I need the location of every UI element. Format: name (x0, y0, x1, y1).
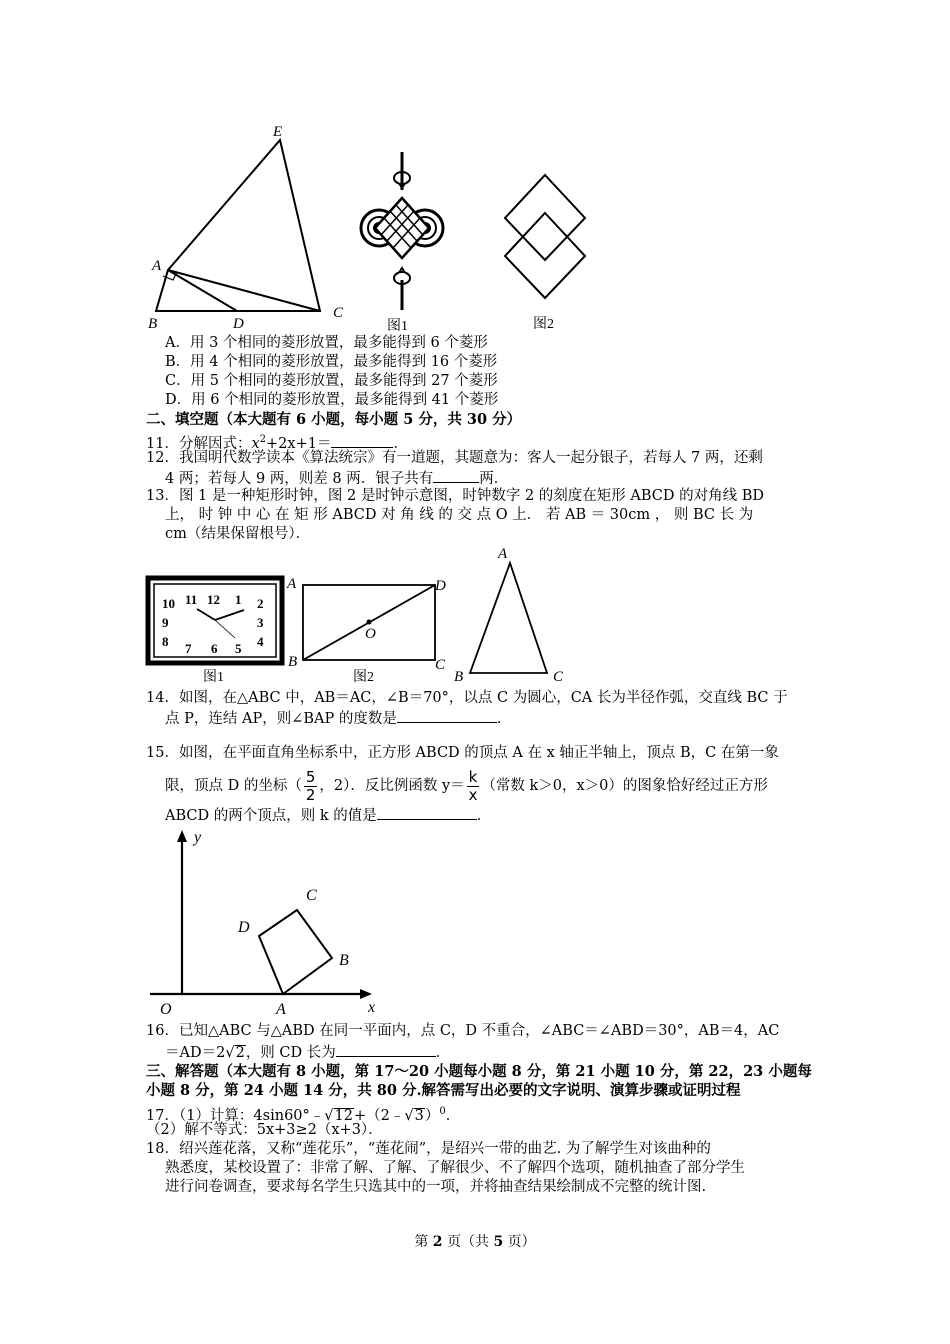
answer-blank (377, 805, 477, 820)
frac1-den: 2 (305, 785, 316, 804)
q15-end: ． (476, 808, 492, 824)
footer-c: 页） (503, 1234, 536, 1250)
rect-label-b: B (288, 654, 298, 670)
clock-num-2: 2 (257, 596, 264, 611)
q15-text-d: ABCD 的两个顶点，则 k 的值是 (165, 808, 377, 824)
section-2-heading: 二、填空题（本大题有 6 小题，每小题 5 分，共 30 分） (146, 411, 522, 428)
clock-num-12: 12 (207, 592, 220, 607)
question-16-line1: 16．已知△ABC 与△ABD 在同一平面内，点 C，D 不重合，∠ABC＝∠ABD＝30°，AB＝4，AC (146, 1023, 780, 1039)
question-13-line2: 上， 时 钟 中 心 在 矩 形 ABCD 对 角 线 的 交 点 O 上． 若 AB ＝ 30cm ， 则 BC 长 为 (165, 507, 754, 523)
rhombus-figure (495, 170, 595, 335)
label-d: D (233, 316, 244, 332)
answer-blank (433, 468, 479, 483)
q12-text: 4 两；若每人 9 两，则差 8 两．银子共有 (165, 471, 434, 487)
q15-text-a: 限，顶点 D 的坐标（ (165, 778, 302, 794)
caption-fig1: 图1 (387, 319, 408, 334)
frac2-den: x (468, 785, 478, 804)
question-15-line1: 15．如图，在平面直角坐标系中，正方形 ABCD 的顶点 A 在 x 轴正半轴上，顶点 B，C 在第一象 (146, 745, 779, 761)
q14-end: ． (496, 711, 512, 727)
question-12-line2 (165, 468, 508, 489)
question-15-line2 (165, 766, 768, 810)
question-16-line2: ＝AD＝2√2，则 CD 长为 ． (165, 1042, 450, 1063)
q11-end: ． (393, 435, 408, 452)
option-d: D．用 6 个相同的菱形放置，最多能得到 41 个菱形 (165, 392, 499, 408)
footer-b: 页（共 (442, 1234, 494, 1250)
q14-text: 点 P，连结 AP，则∠BAP 的度数是 (165, 711, 397, 727)
isosceles-triangle-figure (450, 543, 575, 683)
question-18-line2: 熟悉度，某校设置了：非常了解、了解、了解很少、不了解四个选项，随机抽查了部分学生 (165, 1160, 745, 1176)
axis-label-y: y (194, 829, 202, 846)
tri-label-a: A (498, 546, 508, 562)
point-label-d: D (238, 919, 250, 936)
chinese-knot-figure (345, 150, 460, 335)
q11-x: x (251, 435, 260, 452)
q12-end: 两． (479, 471, 509, 487)
footer-page: 2 (432, 1234, 443, 1250)
q11-sup: 2 (259, 434, 267, 445)
footer-total: 5 (493, 1234, 504, 1250)
label-c: C (333, 305, 344, 321)
q15-text-b: ，2）．反比例函数 y＝ (319, 778, 465, 794)
question-14-line1: 14．如图，在△ABC 中，AB＝AC，∠B＝70°，以点 C 为圆心，CA 长为半径作弧，交直线 BC 于 (146, 690, 788, 706)
coordinate-plane-figure (140, 826, 400, 1021)
q16-text-a: ＝AD＝2 (165, 1045, 226, 1061)
q17-sup: 0 (439, 1106, 446, 1117)
q16-text-b: ，则 CD 长为 (245, 1045, 336, 1061)
q17-text-b: +（2﹣ (353, 1107, 405, 1124)
question-12-line1: 12．我国明代数学读本《算法统宗》有一道题，其题意为：客人一起分银子，若每人 7 两，还剩 (146, 450, 763, 466)
geometry-figure-triangle (140, 120, 370, 335)
clock-num-8: 8 (162, 634, 169, 649)
fraction-k-over-x (467, 769, 480, 804)
point-label-c: C (306, 887, 317, 904)
caption-clock-fig2: 图2 (353, 670, 374, 685)
section-3-heading-line1: 三、解答题（本大题有 8 小题，第 17～20 小题每小题 8 分，第 21 小题 10 分，第 22，23 小题每 (146, 1063, 812, 1080)
q16-end: ． (435, 1045, 451, 1061)
point-label-a: A (276, 1001, 286, 1018)
caption-clock-fig1: 图1 (203, 670, 224, 685)
q17-text-d: ． (445, 1107, 461, 1124)
page-footer (0, 1233, 950, 1252)
q11-rest: +2x+1＝ (266, 435, 332, 452)
clock-figure (140, 570, 290, 685)
question-13-line3: cm（结果保留根号）． (165, 526, 311, 542)
clock-num-3: 3 (257, 615, 264, 630)
origin-label-o: O (160, 1001, 172, 1018)
rect-label-d: D (435, 578, 446, 594)
rectangle-diagram (285, 570, 455, 685)
axis-label-x: x (368, 999, 376, 1016)
clock-num-9: 9 (162, 615, 169, 630)
option-c: C．用 5 个相同的菱形放置，最多能得到 27 个菱形 (165, 373, 498, 389)
frac1-num: 5 (305, 767, 316, 786)
clock-num-10: 10 (162, 596, 175, 611)
tri-label-c: C (553, 669, 564, 683)
point-label-b: B (339, 952, 349, 969)
q15-text-c: （常数 k＞0，x＞0）的图象恰好经过正方形 (481, 778, 768, 794)
clock-num-6: 6 (211, 641, 218, 656)
section-3-heading-line2: 小题 8 分，第 24 小题 14 分，共 80 分.解答需写出必要的文字说明、演算步骤或证明过程 (146, 1082, 741, 1099)
label-b: B (148, 316, 158, 332)
sqrt-twelve: 12 (334, 1107, 353, 1124)
option-a: A．用 3 个相同的菱形放置，最多能得到 6 个菱形 (165, 335, 488, 351)
q17-text-a: 17．（1）计算：4sin60°﹣ (146, 1107, 325, 1124)
q11-prefix: 11．分解因式： (146, 435, 252, 452)
answer-blank (397, 708, 497, 723)
clock-num-5: 5 (235, 641, 242, 656)
rect-label-c: C (435, 657, 446, 673)
frac2-num: k (468, 767, 478, 786)
q17-text-c: ） (424, 1107, 440, 1124)
rect-label-a: A (287, 576, 297, 592)
clock-num-11: 11 (185, 592, 198, 607)
sqrt-two: 2 (235, 1045, 245, 1061)
sqrt-three: 3 (414, 1107, 424, 1124)
fraction-five-halves (304, 769, 318, 804)
question-18-line3: 进行问卷调查，要求每名学生只选其中的一项，并将抽查结果绘制成不完整的统计图. (165, 1179, 707, 1195)
clock-num-7: 7 (185, 641, 192, 656)
question-17-part1: 17．（1）计算：4sin60°﹣√12+（2﹣√3）$^0$． (146, 1106, 461, 1124)
question-15-line3 (165, 805, 491, 826)
footer-a: 第 (414, 1234, 433, 1250)
label-a: A (152, 258, 162, 274)
clock-num-1: 1 (235, 592, 242, 607)
question-14-line2 (165, 708, 511, 729)
option-b: B．用 4 个相同的菱形放置，最多能得到 16 个菱形 (165, 354, 498, 370)
question-17-part2: （2）解不等式：5x+3≥2（x+3）． (146, 1122, 383, 1138)
question-13-line1: 13．图 1 是一种矩形时钟，图 2 是时钟示意图，时钟数字 2 的刻度在矩形 ABCD 的对角线 BD (146, 488, 765, 504)
answer-blank (331, 433, 393, 448)
tri-label-b: B (454, 669, 464, 683)
rect-label-o: O (365, 626, 376, 642)
answer-blank (336, 1042, 436, 1057)
clock-num-4: 4 (257, 634, 264, 649)
caption-fig2: 图2 (533, 317, 554, 332)
label-e: E (273, 124, 283, 140)
question-18-line1: 18．绍兴莲花落，又称“莲花乐”，“莲花闹”，是绍兴一带的曲艺. 为了解学生对该曲种的 (146, 1141, 711, 1157)
